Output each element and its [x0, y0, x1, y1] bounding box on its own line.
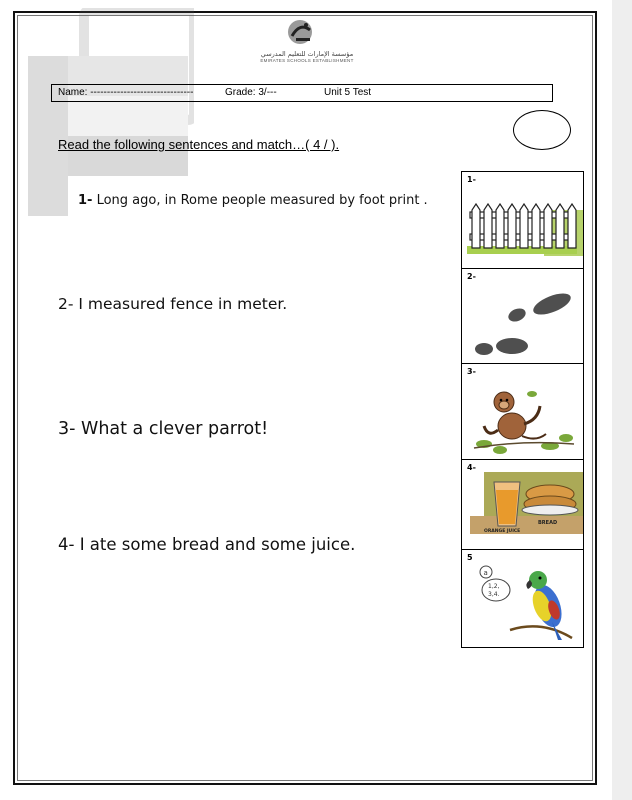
fence-icon: [462, 172, 583, 269]
instruction-text: Read the following sentences and match…( 4 / ).: [58, 137, 340, 152]
picture-3-number: 3-: [467, 367, 476, 376]
school-logo: [252, 16, 362, 64]
bread-and-juice-icon: [462, 460, 583, 550]
parrot-speech-line-1: 1,2,: [488, 583, 500, 590]
sentence-4: 4- I ate some bread and some juice.: [58, 535, 356, 554]
student-info-box: [51, 84, 553, 102]
picture-cell-4: [462, 460, 583, 550]
picture-cell-2: [462, 269, 583, 364]
name-field[interactable]: Name: -------------------------------: [58, 87, 194, 98]
monkey-icon: [462, 364, 583, 460]
right-margin-strip: [612, 0, 632, 800]
sentence-1-number: 1-: [78, 193, 93, 208]
test-title: Unit 5 Test: [324, 87, 372, 98]
parrot-speech-line-2: 3,4.: [488, 591, 500, 598]
picture-1-number: 1-: [467, 175, 476, 184]
logo-arabic-text: مؤسسة الإمارات للتعليم المدرسي: [260, 50, 354, 58]
parrot-speech-a: a: [483, 569, 488, 577]
grade-label: Grade: 3/---: [225, 87, 277, 98]
bread-label: BREAD: [538, 520, 558, 526]
picture-column: [461, 171, 584, 648]
picture-cell-1: [462, 172, 583, 269]
picture-5-number: 5: [467, 553, 473, 562]
parrot-icon: [462, 550, 583, 647]
sentence-3: 3- What a clever parrot!: [58, 419, 269, 439]
picture-4-number: 4-: [467, 463, 476, 472]
picture-2-number: 2-: [467, 272, 476, 281]
sentence-1-text: Long ago, in Rome people measured by foot print .: [96, 193, 428, 208]
sentence-1: [78, 193, 428, 208]
logo-emblem-icon: [252, 16, 362, 50]
score-oval: [513, 110, 571, 150]
logo-english-text: EMIRATES SCHOOLS ESTABLISHMENT: [260, 58, 354, 63]
sentence-2: 2- I measured fence in meter.: [58, 295, 288, 313]
picture-cell-5: [462, 550, 583, 647]
orange-juice-label: ORANGE JUICE: [484, 529, 521, 534]
picture-cell-3: [462, 364, 583, 460]
footprints-icon: [462, 269, 583, 364]
